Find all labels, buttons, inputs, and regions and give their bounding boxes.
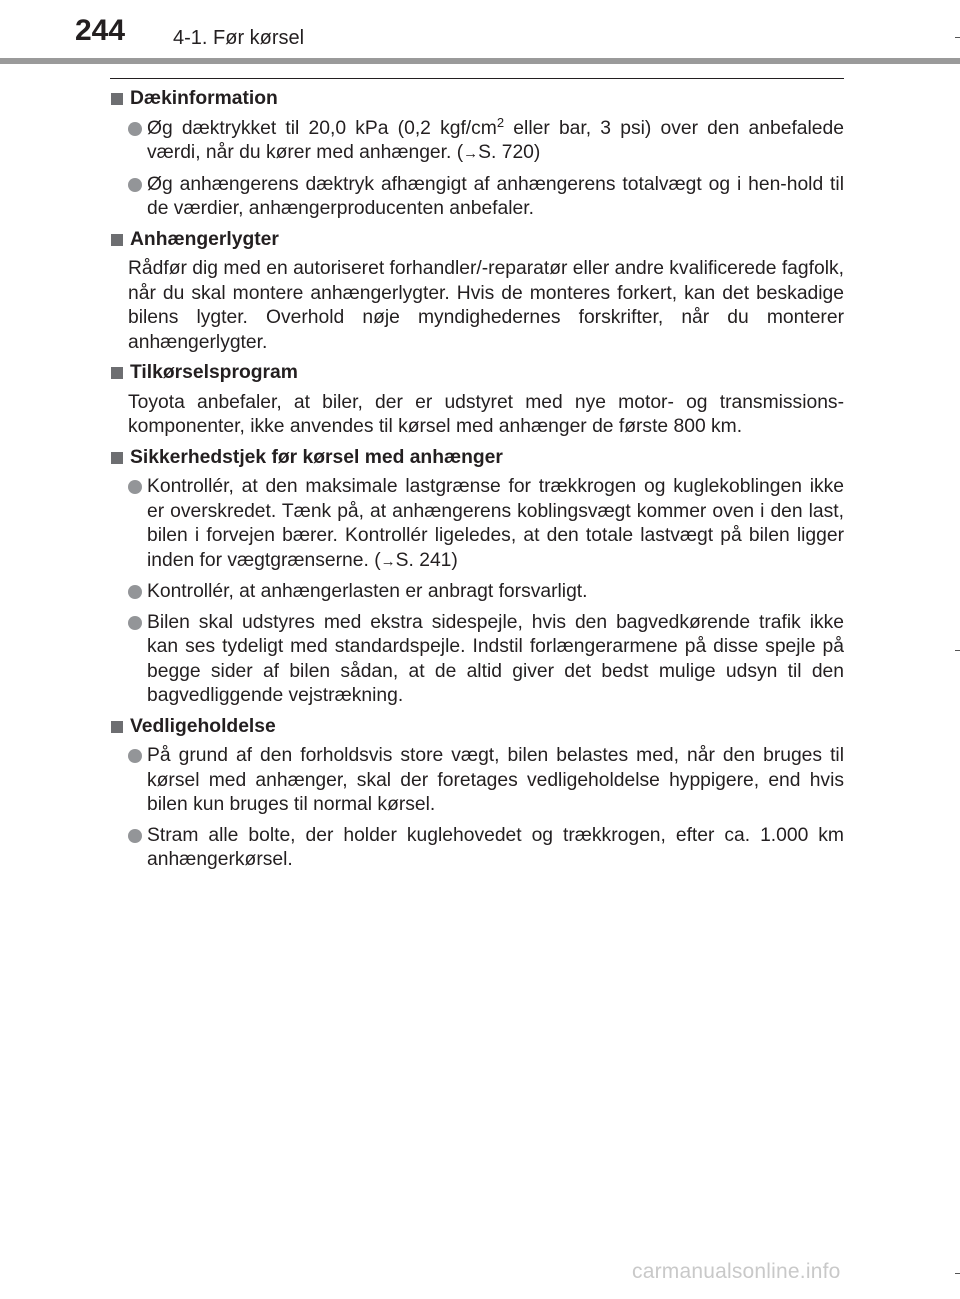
section-tilkoerselsprogram: [110, 361, 844, 440]
crop-mark-bottom: [955, 1273, 960, 1274]
list-item: [128, 824, 844, 873]
crop-mark-middle: [955, 650, 960, 651]
section-vedligeholdelse: [110, 715, 844, 873]
page-content: [110, 87, 844, 879]
section-heading-text: Tilkørselsprogram: [130, 362, 298, 383]
bullet-text: Bilen skal udstyres med ekstra sidespejle, hvis den bagvedkørende trafik ikke kan ses tydeligt med standardspejle. Indstil forlængerarmene på disse spejle på begge sider af bilen sådan, at de altid giver det bedst mulige udsyn til den bagvedliggende vejstrækning.: [147, 611, 844, 706]
section-heading: [110, 228, 844, 253]
square-bullet-icon: [111, 367, 123, 379]
bullet-text: På grund af den forholdsvis store vægt, bilen belastes med, når den bruges til kørsel med anhænger, skal der foretages vedligeholdelse hyppigere, end hvis bilen kun bruges til normal kørsel.: [147, 745, 844, 815]
chapter-title: 4-1. Før kørsel: [173, 27, 305, 49]
list-item: [128, 114, 844, 167]
circle-bullet-icon: [128, 122, 142, 136]
list-item: [128, 611, 844, 709]
circle-bullet-icon: [128, 829, 142, 843]
section-anhaengerlygter: [110, 228, 844, 356]
section-paragraph: Toyota anbefaler, at biler, der er udstyret med nye motor- og transmissions-komponenter, ikke anvendes til kørsel med anhænger de første 800 km.: [128, 391, 844, 437]
bullet-text: Øg anhængerens dæktryk afhængigt af anhængerens totalvægt og i hen-hold til de værdier, anhængerproducenten anbefaler.: [147, 173, 844, 219]
page-header: [0, 0, 960, 64]
section-heading: [110, 446, 844, 471]
page-reference: S. 720): [478, 142, 541, 163]
page-reference: S. 241): [395, 549, 458, 571]
section-heading-text: Dækinformation: [130, 88, 278, 109]
section-sikkerhedstjek: [110, 446, 844, 709]
square-bullet-icon: [111, 234, 123, 246]
section-heading-text: Vedligeholdelse: [130, 715, 276, 737]
circle-bullet-icon: [128, 749, 142, 763]
circle-bullet-icon: [128, 178, 142, 192]
square-bullet-icon: [111, 93, 123, 105]
bullet-text-cont: eller bar, 3 psi) over den anbefalede værdi, når du kører med anhænger. (: [147, 117, 844, 163]
bullet-text: Kontrollér, at den maksimale lastgrænse for trækkrogen og kuglekoblingen ikke er overskredet. Tænk på, at anhængerens koblingsvægt kommer oven i den last, bilen i forvejen bærer. Kontrollér ligeledes, at den totale lastvægt på bilen ligger inden for vægtgrænserne. (: [147, 476, 844, 571]
section-heading: [110, 361, 844, 386]
circle-bullet-icon: [128, 616, 142, 630]
watermark: carmanualsonline.info: [632, 1260, 841, 1283]
list-item: [128, 475, 844, 574]
superscript: 2: [496, 114, 505, 130]
header-rule: [0, 58, 960, 64]
list-item: [128, 744, 844, 818]
crop-mark-top: [955, 37, 960, 38]
section-paragraph: Rådfør dig med en autoriseret forhandler/-reparatør eller andre kvalificerede fagfolk, når du skal montere anhængerlygter. Hvis de monteres forkert, kan det beskadige bilens lygter. Overhold nøje myndighedernes forskrifter, når du monterer anhængerlygter.: [128, 258, 844, 353]
section-daekinformation: [110, 87, 844, 222]
square-bullet-icon: [111, 721, 123, 733]
section-heading: [110, 715, 844, 740]
list-item: [128, 173, 844, 222]
arrow-right-icon: →: [463, 145, 479, 162]
bullet-text: Stram alle bolte, der holder kuglehovedet og trækkrogen, efter ca. 1.000 km anhængerkørsel.: [147, 824, 844, 870]
content-rule: [110, 78, 844, 79]
circle-bullet-icon: [128, 480, 142, 494]
section-heading-text: Sikkerhedstjek før kørsel med anhænger: [130, 446, 503, 468]
arrow-right-icon: →: [380, 552, 396, 570]
section-heading-text: Anhængerlygter: [130, 228, 279, 250]
square-bullet-icon: [111, 452, 123, 464]
page-number: 244: [75, 14, 126, 47]
section-heading: [110, 87, 844, 112]
bullet-text: Øg dæktrykket til 20,0 kPa (0,2 kgf/cm: [147, 117, 497, 139]
list-item: [128, 580, 844, 605]
bullet-text: Kontrollér, at anhængerlasten er anbragt forsvarligt.: [147, 581, 588, 602]
circle-bullet-icon: [128, 585, 142, 599]
